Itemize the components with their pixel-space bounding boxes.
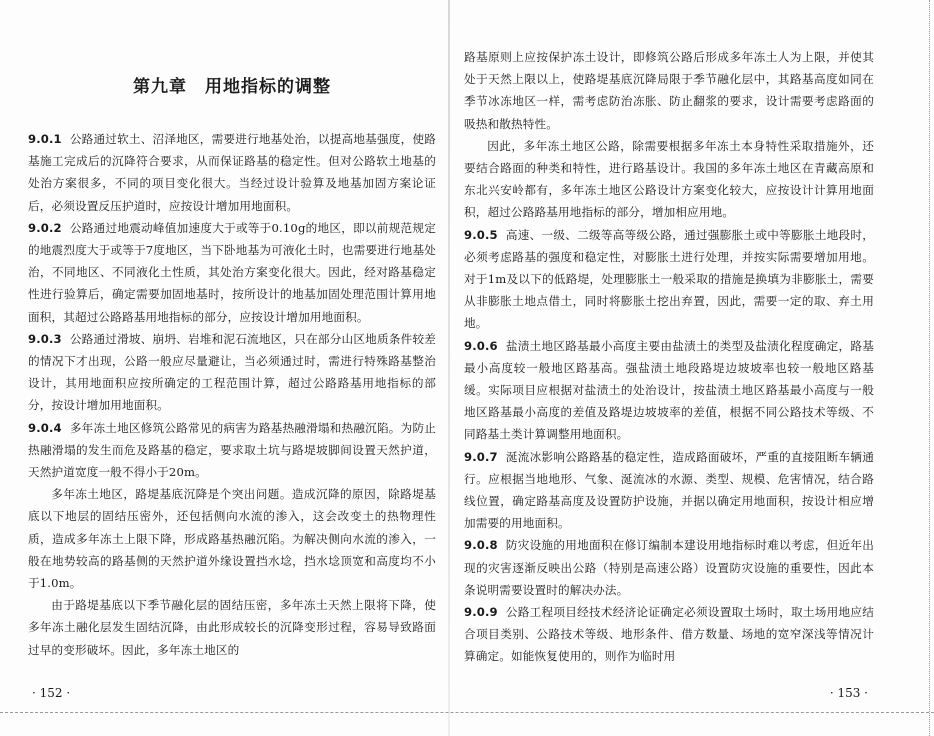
page-number: · 152 ·: [32, 686, 71, 700]
clause-number: 9.0.2: [28, 220, 62, 235]
paragraph-text: 涎流冰影响公路路基的稳定性，造成路面破坏，严重的直接阻断车辆通行。应根据当地地形、气象、涎流冰的水源、类型、规模、危害情况，结合路线位置，确定路基高度及设置防护设施，并据以确定用地面积，按设计相应增加需要的用地面积。: [464, 449, 874, 531]
clause-number: 9.0.7: [464, 449, 498, 464]
clause-paragraph: [464, 446, 874, 535]
clause-number: 9.0.3: [28, 331, 62, 346]
paragraph-text: 多年冻土地区，路堤基底沉降是个突出问题。造成沉降的原因，除路堤基底以下地层的固结压密外，还包括侧向水流的渗入，这会改变土的热物理性质，造成多年冻土上限下降，形成路基热融沉陷。为解决侧向水流的渗入，一般在地势较高的路基侧的天然护道外缘设置挡水埝，挡水埝顶宽和高度均不小于1.0m。: [28, 487, 436, 591]
clause-paragraph: [28, 328, 436, 417]
paragraph-text: 公路工程项目经技术经济论证确定必须设置取土场时，取土场用地应结合项目类别、公路技术等级、地形条件、借方数量、场地的宽窄深浅等情况计算确定。如能恢复使用的，则作为临时用: [464, 605, 874, 664]
clause-paragraph: [28, 128, 436, 217]
scan-bottom-edge: [0, 712, 934, 714]
clause-paragraph: [464, 335, 874, 446]
left-page-body: [28, 128, 436, 661]
clause-paragraph: [28, 217, 436, 328]
clause-number: 9.0.4: [28, 420, 62, 435]
body-paragraph: [464, 135, 874, 224]
paragraph-text: 防灾设施的用地面积在修订编制本建设用地指标时难以考虑，但近年出现的灾害逐渐反映出公路（特别是高速公路）设置防灾设施的重要性，因此本条说明需要设置时的解决办法。: [464, 538, 874, 597]
body-paragraph: [28, 594, 436, 661]
paragraph-text: 公路通过软土、沼泽地区，需要进行地基处治，以提高地基强度，使路基施工完成后的沉降符合要求，从而保证路基的稳定性。但对公路软土地基的处治方案很多，不同的项目变化很大。当经过设计验算及地基加固方案论证后，必须设置反压护道时，应按设计增加用地面积。: [28, 132, 436, 213]
clause-number: 9.0.1: [28, 132, 62, 146]
right-page-body: [464, 46, 874, 668]
paragraph-text: 路基原则上应按保护冻土设计，即修筑公路后形成多年冻土人为上限，并使其处于天然上限以上，使路堤基底沉降局限于季节融化层中，其路基高度如同在季节冰冻地区一样，需考虑防治冻胀、防止翻浆的要求，设计需要考虑路面的吸热和散热特性。: [464, 50, 874, 131]
paragraph-text: 因此，多年冻土地区公路，除需要根据多年冻土本身特性采取措施外，还要结合路面的种类和特性，进行路基设计。我国的多年冻土地区在青藏高原和东北兴安岭都有，多年冻土地区公路设计方案变化较大，应按设计计算用地面积，超过公路路基用地指标的部分，增加相应用地。: [464, 138, 874, 220]
body-paragraph: [28, 483, 436, 594]
paragraph-text: 公路通过滑坡、崩坍、岩堆和泥石流地区，只在部分山区地质条件较差的情况下才出现，公路一般应尽量避让，当必须通过时，需进行特殊路基整治设计，其用地面积应按所确定的工程范围计算，超过公路路基用地指标的部分，按设计增加用地面积。: [28, 331, 436, 413]
continued-paragraph: [464, 46, 874, 135]
scan-right-edge: [927, 0, 930, 736]
paragraph-text: 由于路堤基底以下季节融化层的固结压密，多年冻土天然上限将下降，使多年冻土融化层发生固结沉降，由此形成较长的沉降变形过程，容易导致路面过早的变形破坏。因此，多年冻土地区的: [28, 598, 436, 657]
paragraph-text: 多年冻土地区修筑公路常见的病害为路基热融滑塌和热融沉陷。为防止热融滑塌的发生而危及路基的稳定，要求取土坑与路堤坡脚间设置天然护道，天然护道宽度一般不得小于20m。: [28, 420, 436, 480]
page-number: · 153 ·: [829, 686, 868, 700]
clause-paragraph: [464, 224, 874, 335]
paragraph-text: 高速、一级、二级等高等级公路，通过强膨胀土或中等膨胀土地段时，必须考虑路基的强度和稳定性，对膨胀土进行处理，并按实际需要增加用地。对于1m及以下的低路堤，处理膨胀土一般采取的措施是换填为非膨胀土，需要从非膨胀土地点借土，同时将膨胀土挖出弃置，因此，需要一定的取、弃土用地。: [464, 227, 874, 331]
clause-number: 9.0.5: [464, 227, 498, 242]
clause-paragraph: [28, 417, 436, 484]
clause-paragraph: [464, 534, 874, 601]
page-gutter: [448, 0, 450, 736]
clause-number: 9.0.6: [464, 338, 498, 353]
clause-paragraph: [464, 601, 874, 668]
paragraph-text: 盐渍土地区路基最小高度主要由盐渍土的类型及盐渍化程度确定，路基最小高度较一般地区路基高。强盐渍土地段路堤边坡坡率也较一般地区路基缓。实际项目应根据对盐渍土的处治设计，按盐渍土地区路基最小高度与一般地区路基最小高度的差值及路堤边坡坡率的差值，根据不同公路技术等级、不同路基土类计算调整用地面积。: [464, 338, 874, 442]
clause-number: 9.0.8: [464, 538, 498, 553]
clause-number: 9.0.9: [464, 605, 498, 620]
paragraph-text: 公路通过地震动峰值加速度大于或等于0.10g的地区，即以前规范规定的地震烈度大于或等于7度地区，当下卧地基为可液化土时，也需要进行地基处治，不同地区、不同液化土性质，其处治方案变化很大。因此，经对路基稳定性进行验算后，确定需要加固地基时，按所设计的地基加固处理范围计算用地面积，其超过公路路基用地指标的部分，应按设计增加用地面积。: [28, 220, 436, 324]
chapter-title: 第九章 用地指标的调整: [133, 77, 331, 97]
